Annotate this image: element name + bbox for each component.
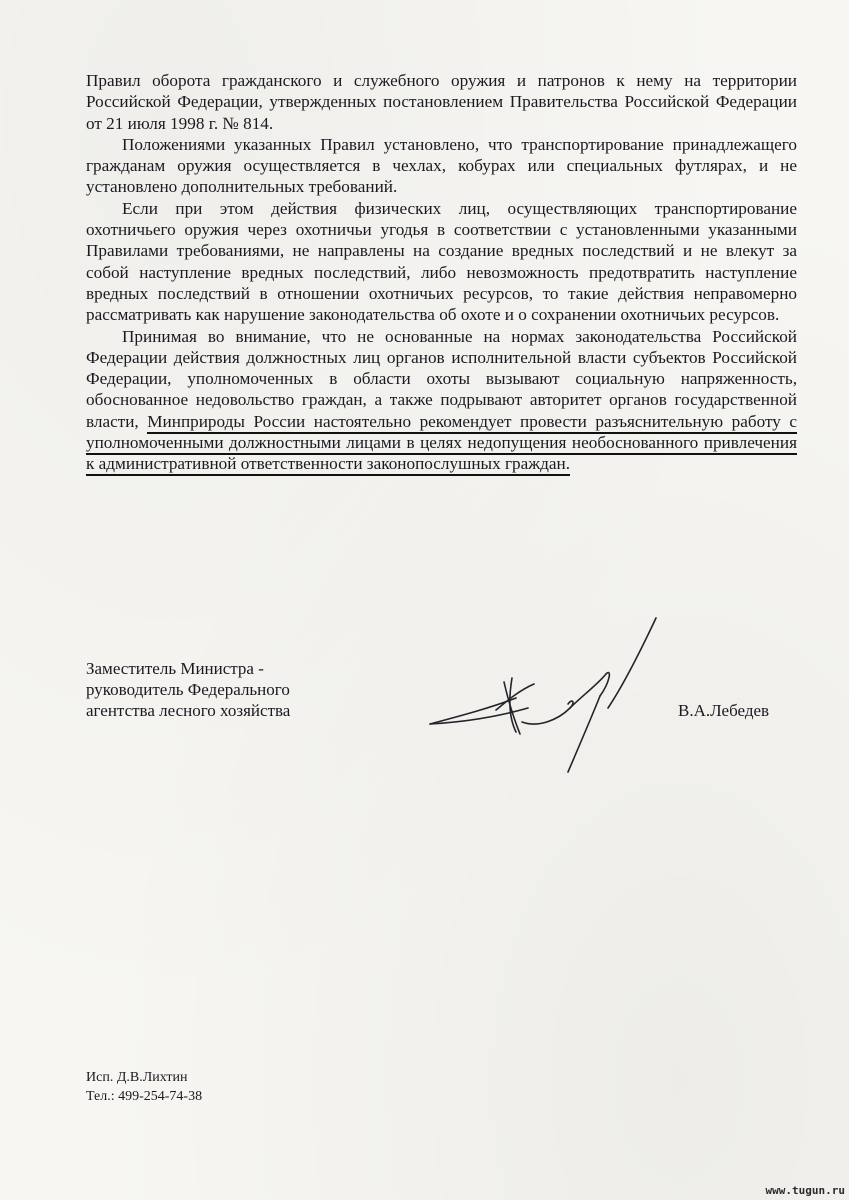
paragraph-2: Положениями указанных Правил установлено, что транспортирование принадлежащего гражданам оружия осуществляется в чехлах, кобурах или специальных футлярах, и не установлено дополнительных требований.: [86, 134, 797, 197]
signatory-name: В.А.Лебедев: [678, 701, 770, 720]
paragraph-4: [86, 326, 797, 475]
underlined-recommendation: Минприроды России настоятельно рекомендует провести разъяснительную работу с уполномоченными должностными лицами в целях недопущения необоснованного привлечения к административной ответственности законопослушных граждан.: [86, 412, 797, 477]
signatory-title-line-1: Заместитель Министра -: [86, 659, 264, 678]
site-watermark: www.tugun.ru: [765, 1184, 845, 1197]
letter-body: [86, 70, 797, 475]
signatory-title: [86, 658, 290, 721]
signatory-title-line-3: агентства лесного хозяйства: [86, 701, 291, 720]
paragraph-1: Правил оборота гражданского и служебного оружия и патронов к нему на территории Российской Федерации, утвержденных постановлением Правительства Российской Федерации от 21 июля 1998 г. № 814.: [86, 71, 797, 133]
signatory-title-line-2: руководитель Федерального: [86, 680, 290, 699]
executor-name: Исп. Д.В.Лихтин: [86, 1070, 188, 1085]
paragraph-3: Если при этом действия физических лиц, осуществляющих транспортирование охотничьего оружия через охотничьи угодья в соответствии с установленными указанными Правилами требованиями, не направлены на создание вредных последствий и не влекут за собой наступление вредных последствий, либо невозможность предотвратить наступление вредных последствий в отношении охотничьих ресурсов, то такие действия неправомерно рассматривать как нарушение законодательства об охоте и о сохранении охотничьих ресурсов.: [86, 198, 797, 325]
executor-phone: Тел.: 499-254-74-38: [86, 1089, 203, 1104]
handwritten-signature: [420, 612, 660, 782]
paragraph-4-text: Принимая во внимание, что не основанные на нормах законодательства Российской Федерации действия должностных лиц органов исполнительной власти субъектов Российской Федерации, уполномоченных в области охоты вызывают социальную напряженность, обоснованное недовольство граждан, а также подрывают авторитет органов государственной власти,: [86, 326, 797, 431]
executor-info: [86, 1068, 202, 1106]
